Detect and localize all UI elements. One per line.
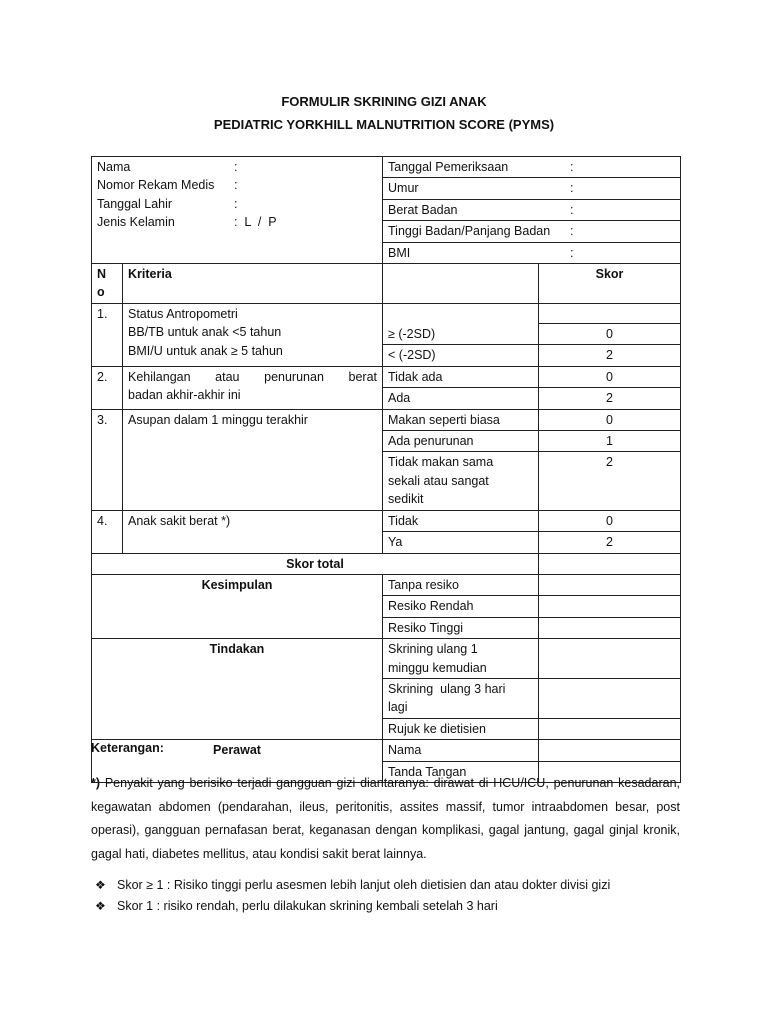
kesimpulan-check-3[interactable] <box>539 617 681 638</box>
tindakan-option-2[interactable]: Skrining ulang 3 hari lagi <box>383 678 539 718</box>
tindakan-option-3[interactable]: Rujuk ke dietisien <box>383 718 539 739</box>
criterion-4-score-1: 0 <box>539 510 681 531</box>
kesimpulan-option-1[interactable]: Tanpa resiko <box>383 574 539 595</box>
patient-info-left <box>92 157 383 264</box>
criterion-1-number: 1. <box>92 304 123 367</box>
tindakan-check-1[interactable] <box>539 639 681 679</box>
perawat-label: Perawat <box>92 740 383 783</box>
criterion-3-option-1[interactable]: Makan seperti biasa <box>383 409 539 430</box>
field-tinggi-badan[interactable]: Tinggi Badan/Panjang Badan : <box>383 221 681 242</box>
table-header-row <box>92 264 681 304</box>
form-title: FORMULIR SKRINING GIZI ANAK <box>281 94 487 109</box>
criterion-4-text: Anak sakit berat *) <box>123 510 383 553</box>
criterion-1-option-2[interactable]: < (-2SD) <box>383 345 539 366</box>
form-subtitle: PEDIATRIC YORKHILL MALNUTRITION SCORE (PYMS) <box>213 117 555 132</box>
tindakan-check-2[interactable] <box>539 678 681 718</box>
criterion-3-score-1: 0 <box>539 409 681 430</box>
score-notes <box>95 875 695 917</box>
kesimpulan-option-3[interactable]: Resiko Tinggi <box>383 617 539 638</box>
criterion-2-row <box>92 366 681 387</box>
kesimpulan-check-1[interactable] <box>539 574 681 595</box>
criterion-1-row <box>92 304 681 324</box>
field-tanggal-pemeriksaan[interactable]: Tanggal Pemeriksaan : <box>383 157 681 178</box>
criterion-2-text: Kehilangan atau penurunan berat badan akhir-akhir ini <box>123 366 383 409</box>
skor-total-label: Skor total <box>92 553 539 574</box>
header-blank <box>383 264 539 304</box>
criterion-4-option-2[interactable]: Ya <box>383 532 539 553</box>
tindakan-check-3[interactable] <box>539 718 681 739</box>
criterion-3-option-3[interactable]: Tidak makan sama sekali atau sangat sedikit <box>383 452 539 510</box>
criterion-2-score-2: 2 <box>539 388 681 409</box>
patient-info-row <box>92 157 681 178</box>
criterion-1-score-1: 0 <box>539 324 681 345</box>
tindakan-row <box>92 639 681 679</box>
header-skor: Skor <box>539 264 681 304</box>
score-note-1: ❖ Skor ≥ 1 : Risiko tinggi perlu asesmen lebih lanjut oleh dietisien dan atau dokter divisi gizi <box>95 875 695 896</box>
kesimpulan-row <box>92 574 681 595</box>
criterion-2-score-1: 0 <box>539 366 681 387</box>
criterion-3-option-2[interactable]: Ada penurunan <box>383 431 539 452</box>
field-tanggal-lahir[interactable]: Tanggal Lahir : <box>97 196 238 211</box>
field-berat-badan[interactable]: Berat Badan : <box>383 199 681 220</box>
criterion-1-score-2: 2 <box>539 345 681 366</box>
field-jenis-kelamin[interactable]: Jenis Kelamin : L / P <box>97 215 277 230</box>
field-nama[interactable]: Nama : <box>97 160 238 174</box>
tindakan-label: Tindakan <box>92 639 383 740</box>
tindakan-option-1[interactable]: Skrining ulang 1 minggu kemudian <box>383 639 539 679</box>
keterangan-body <box>91 772 680 866</box>
kesimpulan-label: Kesimpulan <box>92 574 383 638</box>
criterion-2-number: 2. <box>92 366 123 409</box>
keterangan-title: Keterangan: <box>91 741 164 755</box>
footnote-mark: *) <box>91 776 101 790</box>
criterion-1-text: Status Antropometri BB/TB untuk anak <5 tahun BMI/U untuk anak ≥ 5 tahun <box>123 304 383 367</box>
perawat-ttd-label: Tanda Tangan <box>383 761 539 782</box>
field-bmi[interactable]: BMI : <box>383 242 681 263</box>
diamond-bullet-icon: ❖ <box>95 899 106 913</box>
criterion-3-number: 3. <box>92 409 123 510</box>
keterangan-text: Penyakit yang berisiko terjadi gangguan gizi diantaranya: dirawat di HCU/ICU, penurunan kesadaran, kegawatan abdomen (pendarahan, ileus, peritonitis, assites massif, tumor intraabdomen besar, post operasi), gangguan pernafasan berat, keganasan dengan komplikasi, gagal jantung, gagal ginjal kronik, gagal hati, diabetes mellitus, atau kondisi sakit berat lainnya. <box>91 776 680 861</box>
skor-total-row <box>92 553 681 574</box>
header-no: N o <box>92 264 123 304</box>
diamond-bullet-icon: ❖ <box>95 878 106 892</box>
criterion-2-option-2[interactable]: Ada <box>383 388 539 409</box>
kesimpulan-check-2[interactable] <box>539 596 681 617</box>
criterion-4-row <box>92 510 681 531</box>
criterion-3-score-2: 1 <box>539 431 681 452</box>
score-note-2: ❖ Skor 1 : risiko rendah, perlu dilakukan skrining kembali setelah 3 hari <box>95 896 695 917</box>
field-nomor-rekam-medis[interactable]: Nomor Rekam Medis : <box>97 178 238 193</box>
criterion-3-text: Asupan dalam 1 minggu terakhir <box>123 409 383 510</box>
criterion-4-number: 4. <box>92 510 123 553</box>
header-kriteria: Kriteria <box>123 264 383 304</box>
criterion-4-score-2: 2 <box>539 532 681 553</box>
pyms-form-table <box>91 156 681 783</box>
perawat-nama-label: Nama <box>383 740 539 761</box>
criterion-2-option-1[interactable]: Tidak ada <box>383 366 539 387</box>
kesimpulan-option-2[interactable]: Resiko Rendah <box>383 596 539 617</box>
criterion-3-score-3: 2 <box>539 452 681 510</box>
criterion-4-option-1[interactable]: Tidak <box>383 510 539 531</box>
field-umur[interactable]: Umur : <box>383 178 681 199</box>
criterion-1-blank <box>383 304 539 324</box>
skor-total-value[interactable] <box>539 553 681 574</box>
criterion-3-row <box>92 409 681 430</box>
criterion-1-option-1[interactable]: ≥ (-2SD) <box>383 324 539 345</box>
criterion-1-score-blank <box>539 304 681 324</box>
